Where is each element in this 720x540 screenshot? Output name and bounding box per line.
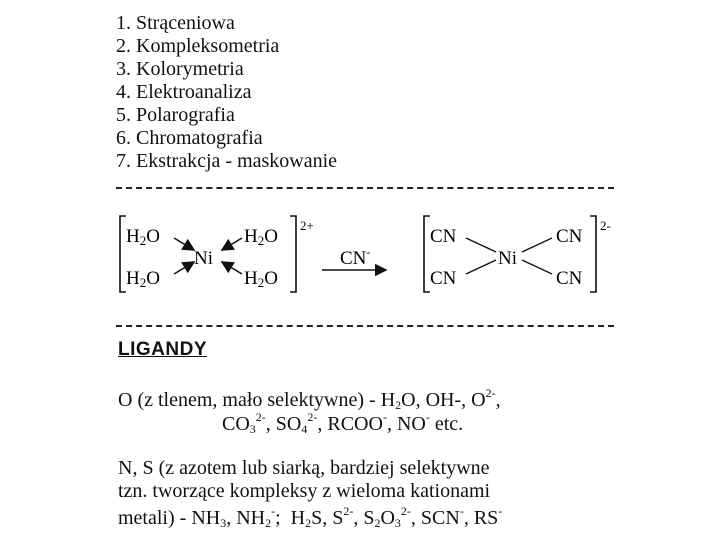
oxygen-intro: O (z tlenem, mało selektywne) - (118, 389, 381, 411)
oxygen-ligands-line-2: $CO_3^{2-}$, $SO_4^{2-}$, RCOO-, NO- etc. (222, 410, 464, 436)
metal-center: Ni (498, 248, 517, 269)
etc-label: etc. (434, 413, 464, 435)
dashed-divider (116, 187, 614, 189)
ligand-h2o: H2O (126, 226, 160, 248)
ns-intro: metali) - (118, 507, 192, 529)
complex-reaction-diagram (118, 212, 618, 304)
ligand-cn: CN (430, 226, 457, 247)
ligand-cn: CN (430, 268, 457, 289)
metal-center: Ni (194, 248, 213, 269)
ns-ligands-line-1: N, S (z azotem lub siarką, bardziej selektywne (118, 457, 490, 479)
ligand-h2o: H2O (126, 268, 160, 290)
charge-label: 2- (600, 218, 611, 233)
ns-ligands-line-2: tzn. tworzące kompleksy z wieloma kationami (118, 480, 491, 502)
right-complex (430, 218, 611, 289)
ligand-cn: CN (556, 226, 583, 247)
methods-list (116, 12, 337, 173)
ligand-cn: CN (556, 268, 583, 289)
method-item: 2. Kompleksometria (116, 35, 280, 57)
oxygen-ligands-line-1: O (z tlenem, mało selektywne) - $H_2O$, OH-, $O^{2-}$, (118, 386, 501, 412)
left-complex (126, 218, 314, 290)
dashed-divider (116, 325, 614, 327)
charge-label: 2+ (300, 218, 314, 233)
method-item: 7. Ekstrakcja - maskowanie (116, 150, 338, 172)
reagent-label: CN- (340, 245, 371, 269)
ligand-h2o: H2O (244, 226, 278, 248)
method-item: 6. Chromatografia (116, 127, 263, 149)
method-item: 5. Polarografia (116, 104, 235, 126)
ligand-h2o: H2O (244, 268, 278, 290)
reaction-arrow (322, 245, 386, 270)
method-item: 4. Elektroanaliza (116, 81, 252, 103)
method-item: 1. Strąceniowa (116, 12, 235, 34)
ligands-heading: LIGANDY (118, 339, 207, 360)
ns-ligands-line-3: metali) - $NH_3$, $NH_2^-$; $H_2S$, $S^{2-}$, $S_2O_3^{2-}$, SCN-, RS- (118, 504, 503, 530)
method-item: 3. Kolorymetria (116, 58, 244, 80)
